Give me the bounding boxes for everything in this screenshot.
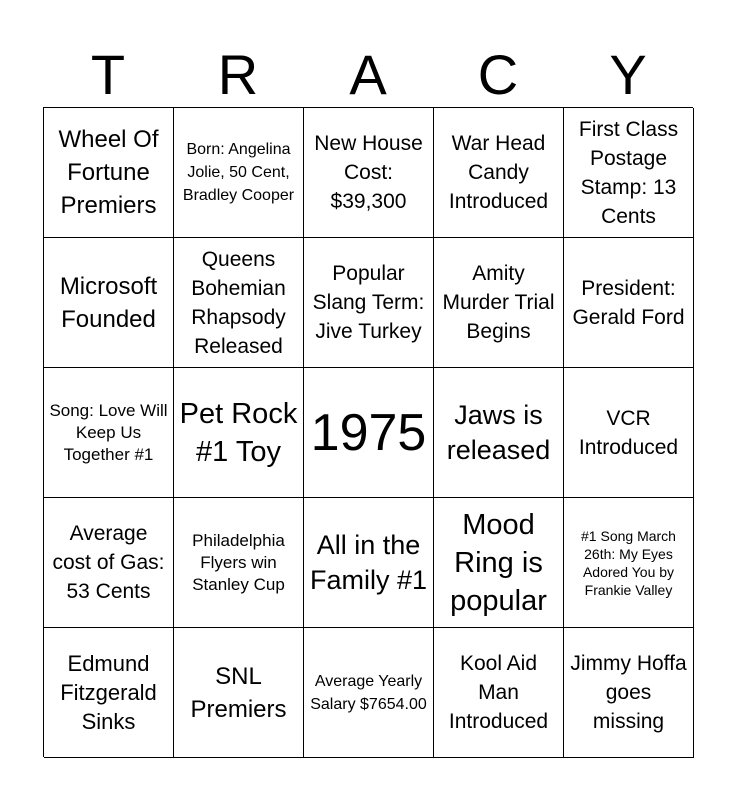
header-letter-c: C — [477, 43, 519, 106]
bingo-cell-r2c3: Popular Slang Term: Jive Turkey — [304, 238, 434, 368]
bingo-cell-r2c1: Microsoft Founded — [44, 238, 174, 368]
header-letter-y: Y — [609, 43, 647, 106]
bingo-cell-r4c1: Average cost of Gas: 53 Cents — [44, 498, 174, 628]
bingo-cell-r3c4: Jaws is released — [434, 368, 564, 498]
bingo-cell-r4c4: Mood Ring is popular — [434, 498, 564, 628]
bingo-cell-r5c2: SNL Premiers — [174, 628, 304, 758]
bingo-cell-r1c1: Wheel Of Fortune Premiers — [44, 108, 174, 238]
bingo-cell-r3c1: Song: Love Will Keep Us Together #1 — [44, 368, 174, 498]
bingo-cell-r2c5: President: Gerald Ford — [564, 238, 694, 368]
bingo-cell-r2c4: Amity Murder Trial Begins — [434, 238, 564, 368]
bingo-cell-r2c2: Queens Bohemian Rhapsody Released — [174, 238, 304, 368]
bingo-cell-r1c5: First Class Postage Stamp: 13 Cents — [564, 108, 694, 238]
bingo-cell-r5c4: Kool Aid Man Introduced — [434, 628, 564, 758]
bingo-cell-r3c5: VCR Introduced — [564, 368, 694, 498]
header-letter-t: T — [90, 43, 126, 106]
bingo-cell-r1c3: New House Cost: $39,300 — [304, 108, 434, 238]
bingo-cell-r5c5: Jimmy Hoffa goes missing — [564, 628, 694, 758]
bingo-cell-r3c2: Pet Rock #1 Toy — [174, 368, 304, 498]
bingo-cell-r1c2: Born: Angelina Jolie, 50 Cent, Bradley Cooper — [174, 108, 304, 238]
bingo-cell-free-center: 1975 — [304, 368, 434, 498]
bingo-cell-r4c5: #1 Song March 26th: My Eyes Adored You by Frankie Valley — [564, 498, 694, 628]
bingo-cell-r4c3: All in the Family #1 — [304, 498, 434, 628]
header-letter-a: A — [349, 43, 387, 106]
bingo-header — [43, 42, 693, 108]
bingo-cell-r5c3: Average Yearly Salary $7654.00 — [304, 628, 434, 758]
header-letter-r: R — [217, 43, 259, 106]
bingo-grid — [43, 107, 693, 757]
bingo-cell-r5c1: Edmund Fitzgerald Sinks — [44, 628, 174, 758]
bingo-cell-r4c2: Philadelphia Flyers win Stanley Cup — [174, 498, 304, 628]
bingo-cell-r1c4: War Head Candy Introduced — [434, 108, 564, 238]
